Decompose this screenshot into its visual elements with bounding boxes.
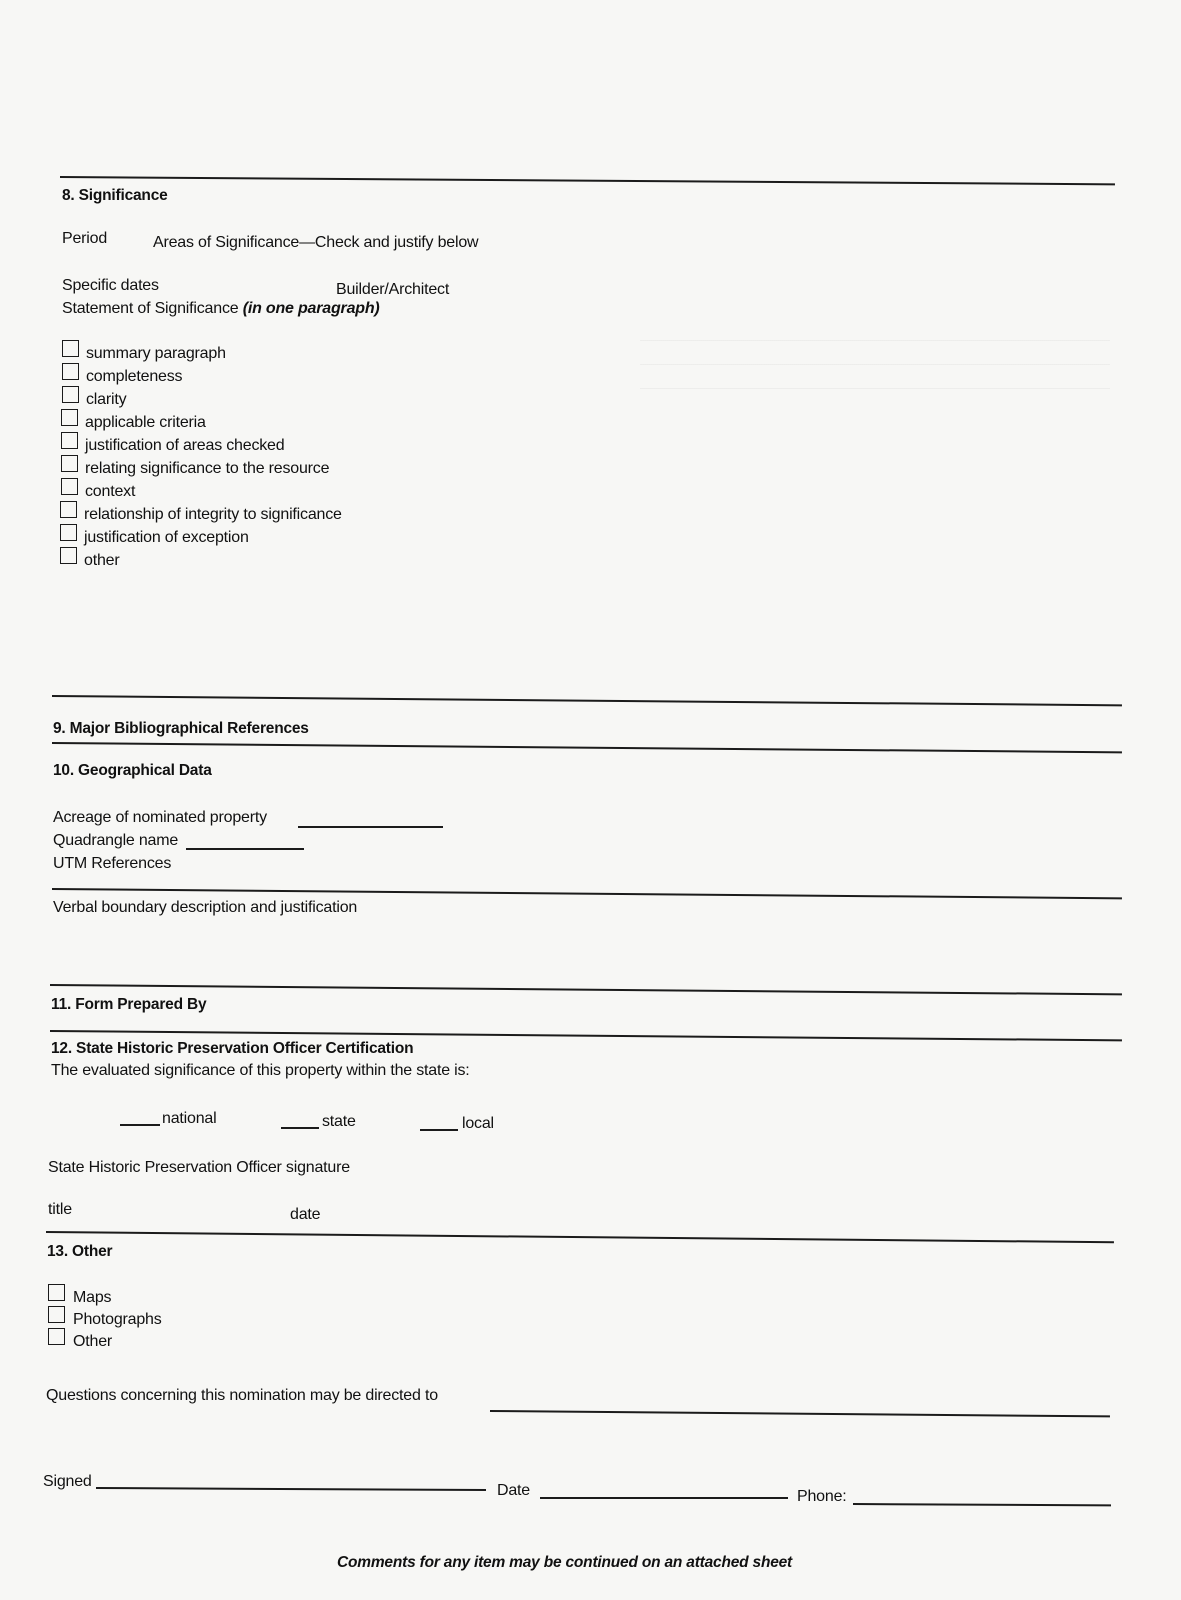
utm-references-label: UTM References	[53, 855, 172, 872]
checklist-label-summary-paragraph: summary paragraph	[86, 345, 226, 362]
checkbox-other-checklist[interactable]	[60, 547, 77, 564]
footer-date-label: Date	[497, 1482, 530, 1499]
statement-of-significance-label	[62, 299, 380, 318]
shpo-signature-label: State Historic Preservation Officer signature	[48, 1159, 350, 1176]
checklist-label-relationship-integrity: relationship of integrity to significance	[84, 506, 342, 523]
local-label: local	[462, 1115, 494, 1132]
acreage-field-line[interactable]	[298, 826, 443, 828]
checkbox-maps[interactable]	[48, 1284, 65, 1301]
national-label: national	[162, 1110, 217, 1127]
checklist-label-justification-of-exception: justification of exception	[84, 529, 249, 546]
phone-label: Phone:	[797, 1488, 847, 1505]
questions-label: Questions concerning this nomination may be directed to	[46, 1387, 438, 1404]
checkbox-relating-significance[interactable]	[61, 455, 78, 472]
footer-date-field-line[interactable]	[540, 1497, 788, 1499]
acreage-label: Acreage of nominated property	[53, 809, 267, 826]
state-field-line[interactable]	[281, 1127, 319, 1129]
verbal-boundary-label: Verbal boundary description and justification	[53, 899, 358, 916]
signed-field-line[interactable]	[96, 1487, 486, 1491]
checklist-label-relating-significance: relating significance to the resource	[85, 460, 330, 477]
checkbox-justification-of-areas[interactable]	[61, 432, 78, 449]
section-13-heading: 13. Other	[47, 1243, 113, 1260]
checkbox-other-materials[interactable]	[48, 1328, 65, 1345]
checkbox-justification-of-exception[interactable]	[60, 524, 77, 541]
checkbox-completeness[interactable]	[62, 363, 79, 380]
comments-note: Comments for any item may be continued on an attached sheet	[337, 1554, 793, 1571]
other-item-photographs: Photographs	[73, 1311, 162, 1328]
date-label-certification: date	[290, 1206, 321, 1223]
statement-note: (in one paragraph)	[242, 300, 380, 317]
questions-contact-field-line[interactable]	[490, 1410, 1110, 1417]
evaluated-significance-label: The evaluated significance of this property within the state is:	[51, 1062, 470, 1079]
section-8-heading: 8. Significance	[62, 187, 168, 204]
signed-label: Signed	[43, 1473, 92, 1490]
checkbox-relationship-integrity[interactable]	[60, 501, 77, 518]
section-8-top-rule	[60, 176, 1115, 185]
areas-of-significance-label: Areas of Significance—Check and justify below	[153, 234, 479, 251]
other-item-maps: Maps	[73, 1289, 112, 1306]
checklist-label-clarity: clarity	[86, 391, 127, 408]
phone-field-line[interactable]	[853, 1503, 1111, 1506]
checklist-label-applicable-criteria: applicable criteria	[85, 414, 206, 431]
specific-dates-label: Specific dates	[62, 277, 159, 294]
section-9-heading: 9. Major Bibliographical References	[53, 720, 309, 737]
checkbox-photographs[interactable]	[48, 1306, 65, 1323]
quadrangle-label: Quadrangle name	[53, 832, 179, 849]
checklist-label-completeness: completeness	[86, 368, 183, 385]
section-12-heading: 12. State Historic Preservation Officer Certification	[51, 1040, 414, 1057]
state-label: state	[322, 1113, 356, 1130]
section-10-heading: 10. Geographical Data	[53, 762, 212, 779]
builder-architect-label: Builder/Architect	[336, 281, 450, 298]
checkbox-applicable-criteria[interactable]	[61, 409, 78, 426]
section-13-top-rule	[46, 1231, 1114, 1243]
statement-label-text: Statement of Significance	[62, 300, 239, 317]
checkbox-context[interactable]	[61, 478, 78, 495]
title-label: title	[48, 1201, 72, 1218]
checkbox-clarity[interactable]	[62, 386, 79, 403]
section-11-top-rule	[50, 984, 1122, 995]
checklist-label-context: context	[85, 483, 136, 500]
section-9-top-rule	[52, 695, 1122, 706]
local-field-line[interactable]	[420, 1129, 458, 1131]
section-10-top-rule	[52, 742, 1122, 753]
bleed-through-decoration	[640, 340, 1110, 410]
quadrangle-field-line[interactable]	[186, 848, 304, 850]
national-field-line[interactable]	[120, 1124, 160, 1126]
period-label: Period	[62, 230, 108, 247]
checkbox-summary-paragraph[interactable]	[62, 340, 79, 357]
other-item-other: Other	[73, 1333, 113, 1350]
checklist-label-justification-of-areas: justification of areas checked	[85, 437, 285, 454]
section-11-heading: 11. Form Prepared By	[51, 996, 207, 1013]
checklist-label-other: other	[84, 552, 120, 569]
